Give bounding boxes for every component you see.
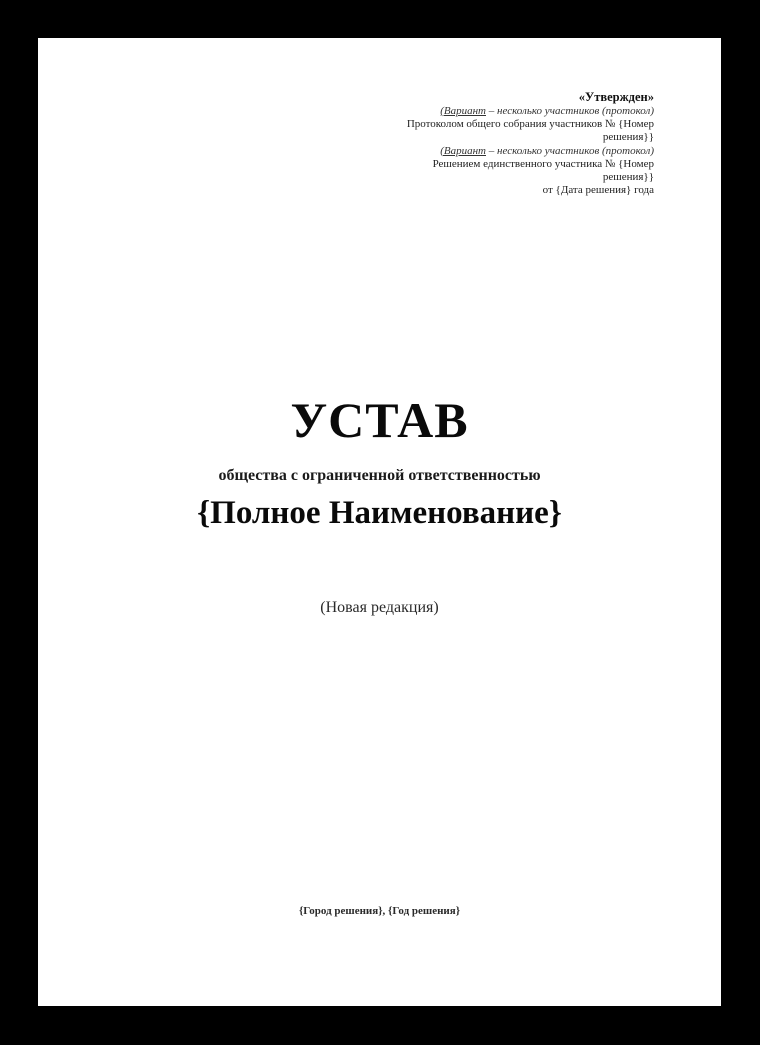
variant-label: (Вариант	[440, 105, 486, 117]
document-subtitle: общества с ограниченной ответственностью	[218, 467, 541, 484]
protocol-line-2: решения}}	[602, 131, 654, 144]
decision-line-2: решения}}	[602, 171, 654, 184]
document-page	[38, 38, 721, 1006]
decision-line-1: Решением единственного участника № {Номер	[432, 157, 654, 170]
approved-heading: «Утвержден»	[578, 90, 654, 104]
variant-note-1	[324, 105, 654, 118]
document-title: УСТАВ	[290, 392, 469, 448]
protocol-line-1: Протоколом общего собрания участников № {Номер	[406, 118, 654, 131]
variant-note-2	[324, 145, 654, 158]
edition-note: (Новая редакция)	[320, 599, 439, 616]
decision-date: от {Дата решения} года	[542, 184, 654, 197]
city-year-footer: {Город решения}, {Год решения}	[298, 905, 461, 917]
company-name: {Полное Наименование}	[197, 495, 562, 531]
approval-block	[324, 90, 654, 197]
variant-text: – несколько участников (протокол)	[486, 144, 654, 157]
variant-text: – несколько участников (протокол)	[486, 105, 654, 117]
variant-label: (Вариант	[440, 144, 486, 157]
